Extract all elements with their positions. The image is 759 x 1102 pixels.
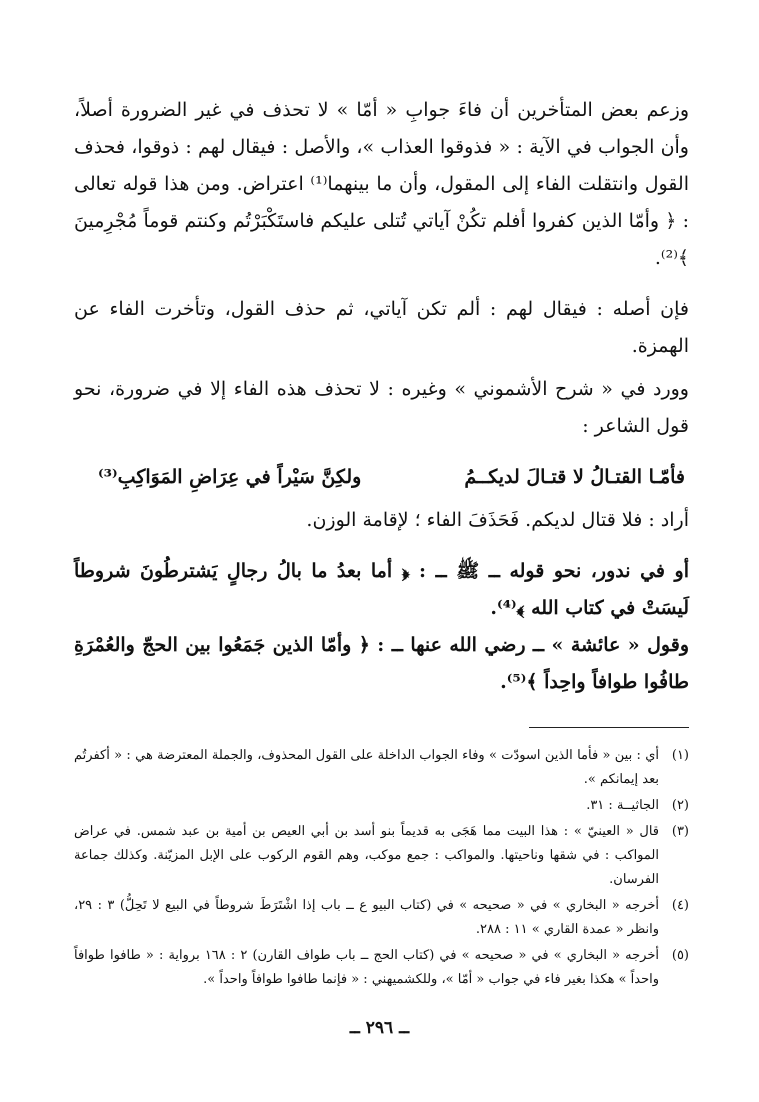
footnotes — [74, 744, 689, 994]
paragraph-hadith: أو في ندور، نحو قوله ــ ﷺ ــ : ﴿ أما بعدُ ما بالُ رجالٍ يَشترطُونَ شروطاً لَيسَتْ في كتاب الله ﴾⁽⁴⁾. — [74, 560, 689, 619]
footnote-number: (٥) — [671, 948, 689, 963]
footnote-text: أي : بين « فأما الذين اسودّت » وفاء الجواب الداخلة على القول المحذوف، والجملة المعترضة هي : « أكفرتُم بعد إيمانكم ». — [74, 748, 659, 787]
verse-first-hemistich: فأمّـا القتـالُ لا قتـالَ لديكــمُ — [464, 466, 685, 488]
footnote-separator — [529, 727, 689, 728]
paragraph-2: فإن أصله : فيقال لهم : ألم تكن آياتي، ثم حذف القول، وتأخرت الفاء عن الهمزة. — [74, 298, 689, 357]
footnote-number: (٣) — [671, 824, 689, 839]
footnote — [74, 820, 689, 892]
footnote-text: أخرجه « البخاري » في « صحيحه » في (كتاب الحج ــ باب طواف القارن) ٢ : ١٦٨ برواية : « طافوا طوافاً واحداً » هكذا بغير فاء في جواب « أمّا »، وللكشميهني : « فإنما طافوا طوافاً واحداً ». — [74, 948, 659, 987]
page-number: ــ ٢٩٦ ــ — [349, 1018, 410, 1038]
footnote-number: (٢) — [671, 798, 689, 813]
paragraph-3: وورد في « شرح الأشموني » وغيره : لا تحذف هذه الفاء إلا في ضرورة، نحو قول الشاعر : — [74, 378, 689, 437]
footnote — [74, 794, 689, 818]
footnote-text: أخرجه « البخاري » في « صحيحه » في (كتاب البيو ع ــ باب إذا اشْتَرَطَ شروطاً في البيع لا تَحِلُّ) ٣ : ٢٩، وانظر « عمدة القاري » ١١ : ٢٨٨. — [74, 898, 659, 937]
footnote — [74, 894, 689, 942]
paragraph-1: وزعم بعض المتأخرين أن فاءَ جوابِ « أمّا » لا تحذف في غير الضرورة أصلاً، وأن الجواب في الآية : « فذوقوا العذاب »، والأصل : فيقال لهم : ذوقوا، فحذف القول وانتقلت الفاء إلى المقول، وأن ما بينهما⁽¹⁾ اعتراض. ومن هذا قوله تعالى : ﴿ وأمّا الذين كفروا أفلم تكُنْ آياتي تُتلى عليكم فاستَكْبَرْتُم وكنتم قوماً مُجْرِمينَ ﴾⁽²⁾. — [74, 99, 689, 269]
paragraph-after-verse: أراد : فلا قتال لديكم. فَحَذَفَ الفاء ؛ لإقامة الوزن. — [306, 509, 689, 531]
footnote — [74, 944, 689, 992]
footnote-text: الجاثيــة : ٣١. — [586, 798, 659, 813]
paragraph-aisha: وقول « عائشة » ــ رضي الله عنها ــ : ﴿ وأمّا الذين جَمَعُوا بين الحجّ والعُمْرَةِ طافُوا طوافاً واحِداً ﴾⁽⁵⁾. — [74, 634, 689, 693]
footnote-text: قال « العينيّ » : هذا البيت مما هَجَى به قديماً بنو أسد بن أبي العيص بن أمية بن عبد شمس. في عراض المواكب : في شقها وناحيتها. والمواكب : جمع موكب، وهم القوم الركوب على الإبل المزيّنة. وكذلك جماعة الفرسان. — [74, 824, 659, 887]
poetry-verse — [74, 459, 689, 496]
footnote — [74, 744, 689, 792]
footnote-number: (١) — [671, 748, 689, 763]
main-text — [74, 92, 689, 701]
verse-second-hemistich: ولكِنَّ سَيْراً في عِرَاضِ المَوَاكِبِ⁽³⁾ — [98, 466, 362, 488]
footnote-number: (٤) — [671, 898, 689, 913]
